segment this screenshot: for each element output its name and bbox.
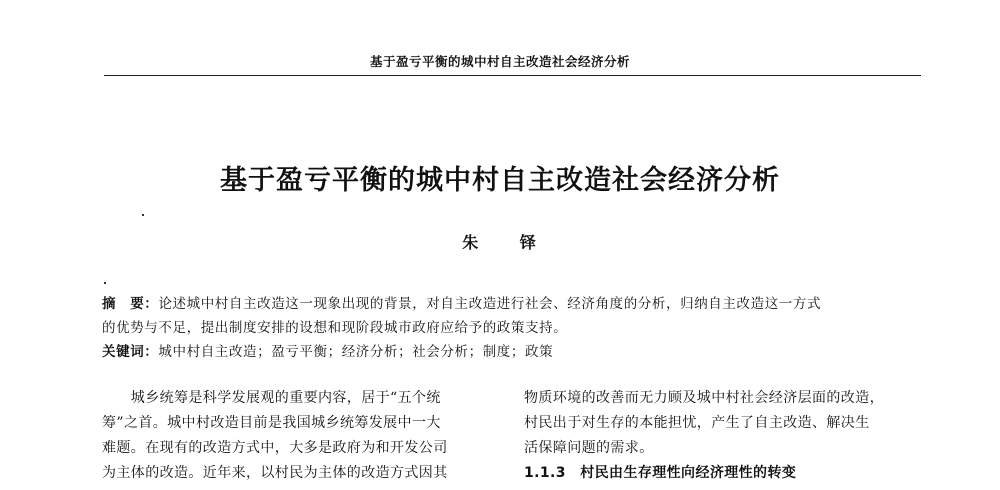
body-line: 物质环境的改善而无力顾及城中村社会经济层面的改造， [524, 390, 884, 406]
scan-speck [104, 282, 106, 284]
abstract-line-1 [102, 292, 922, 316]
keywords-text: 城中村自主改造；盈亏平衡；经济分析；社会分析；制度；政策 [158, 344, 554, 360]
abstract-label: 摘 要： [102, 296, 159, 312]
body-line: 城乡统筹是科学发展观的重要内容，居于“五个统 [102, 390, 441, 406]
abstract-line-2 [102, 316, 922, 340]
body-line: 为主体的改造。近年来，以村民为主体的改造方式因其 [102, 465, 448, 481]
article-title: 基于盈亏平衡的城中村自主改造社会经济分析 [220, 165, 780, 196]
abstract-block [102, 292, 922, 364]
header-rule [104, 75, 921, 76]
abstract-text-1: 论述城中村自主改造这一现象出现的背景，对自主改造进行社会、经济角度的分析，归纳自主改造这一方式 [158, 296, 822, 312]
scan-speck [142, 214, 144, 216]
body-line: 筹”之首。城中村改造目前是我国城乡统筹发展中一大 [102, 415, 441, 431]
keywords-label: 关键词： [102, 344, 159, 360]
body-line: 村民出于对生存的本能担忧，产生了自主改造、解决生 [524, 415, 870, 431]
body-column-left [102, 386, 499, 486]
author-name: 朱 铎 [462, 233, 554, 252]
abstract-text-2: 的优势与不足，提出制度安排的设想和现阶段城市政府应给予的政策支持。 [102, 320, 568, 336]
keywords-line [102, 340, 922, 364]
body-column-right [524, 386, 921, 486]
section-heading: 1.1.3 村民由生存理性向经济理性的转变 [524, 465, 797, 481]
body-line: 活保障问题的需求。 [524, 440, 654, 456]
body-line: 难题。在现有的改造方式中，大多是政府为和开发公司 [102, 440, 448, 456]
running-head: 基于盈亏平衡的城中村自主改造社会经济分析 [369, 54, 630, 69]
